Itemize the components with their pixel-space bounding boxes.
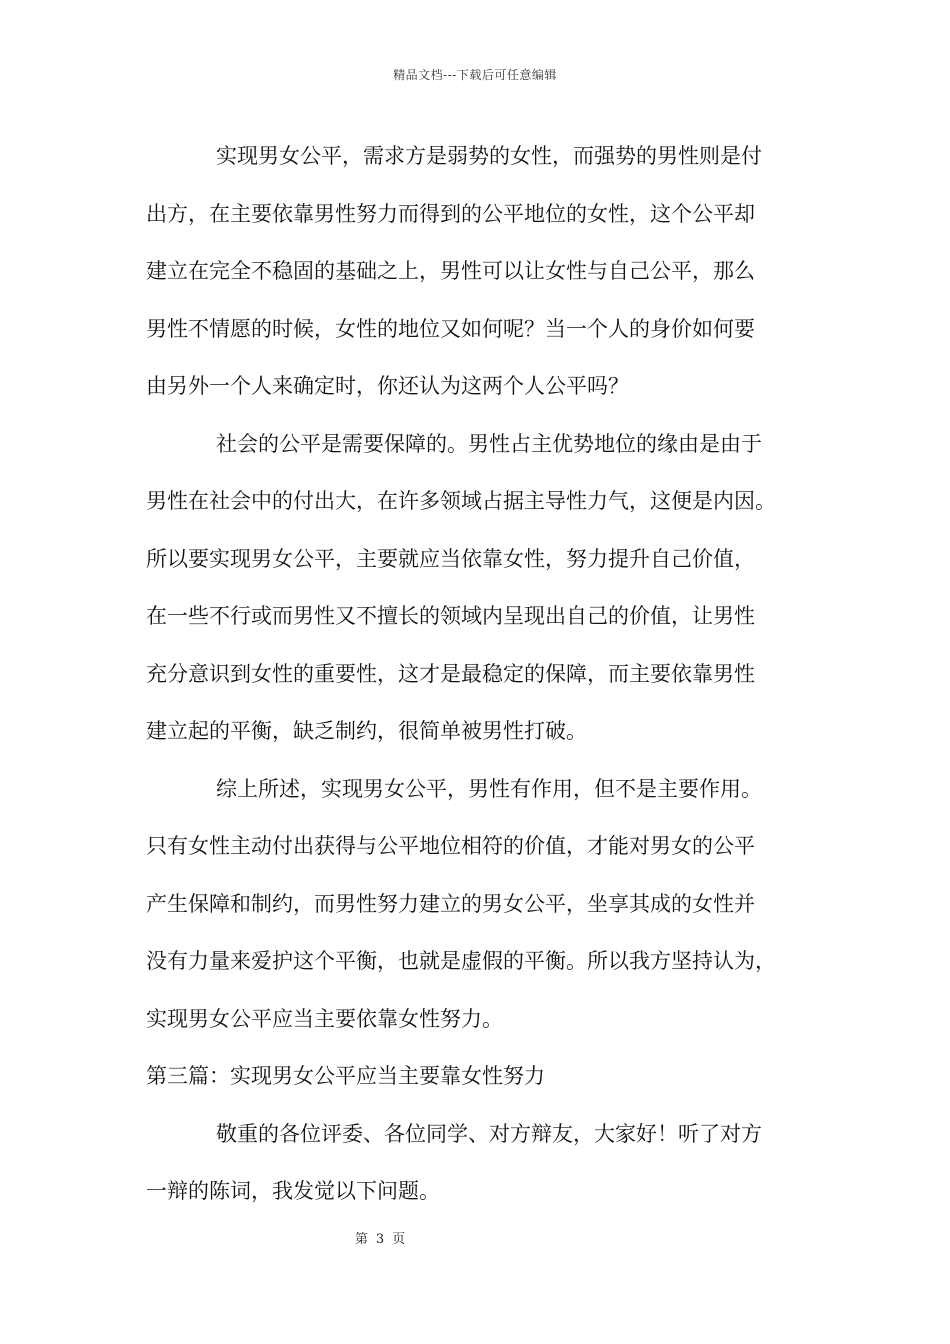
text-line: 所以要实现男女公平，主要就应当依靠女性，努力提升自己价值， [146,546,755,571]
section-heading: 第三篇：实现男女公平应当主要靠女性努力 [146,1064,545,1088]
text-line: 出方，在主要依靠男性努力而得到的公平地位的女性，这个公平却 [146,201,755,226]
text-line: 充分意识到女性的重要性，这才是最稳定的保障，而主要依靠男性 [146,661,755,686]
text-line: 社会的公平是需要保障的。男性占主优势地位的缘由是由于 [216,431,762,456]
document-body [146,128,810,1221]
text-line: 产生保障和制约，而男性努力建立的男女公平，坐享其成的女性并 [146,891,755,916]
text-line: 实现男女公平，需求方是弱势的女性，而强势的男性则是付 [216,144,762,168]
text-line: 实现男女公平应当主要依靠女性努力。 [146,1006,503,1031]
text-line: 由另外一个人来确定时，你还认为这两个人公平吗？ [146,374,629,398]
text-line: 只有女性主动付出获得与公平地位相符的价值，才能对男女的公平 [146,834,755,858]
text-line: 一辩的陈词，我发觉以下问题。 [146,1179,440,1203]
text-line: 敬重的各位评委、各位同学、对方辩友，大家好！听了对方 [216,1121,762,1146]
text-line: 在一些不行或而男性又不擅长的领域内呈现出自己的价值，让男性 [146,604,755,628]
page-number-prefix: 第 [354,1232,368,1247]
text-line: 建立起的平衡，缺乏制约，很简单被男性打破。 [146,719,587,743]
page-number: 3 [375,1232,385,1247]
text-line: 综上所述，实现男女公平，男性有作用，但不是主要作用。 [216,776,762,801]
page-header: 精品文档---下载后可任意编辑 [393,68,557,82]
text-line: 没有力量来爱护这个平衡，也就是虚假的平衡。所以我方坚持认为， [146,949,776,973]
text-line: 建立在完全不稳固的基础之上，男性可以让女性与自己公平，那么 [146,259,755,283]
text-line: 男性不情愿的时候，女性的地位又如何呢？当一个人的身价如何要 [146,316,755,341]
page-number-suffix: 页 [392,1232,406,1247]
text-line: 男性在社会中的付出大，在许多领域占据主导性力气，这便是内因。 [146,489,776,513]
page-footer [0,1228,760,1247]
